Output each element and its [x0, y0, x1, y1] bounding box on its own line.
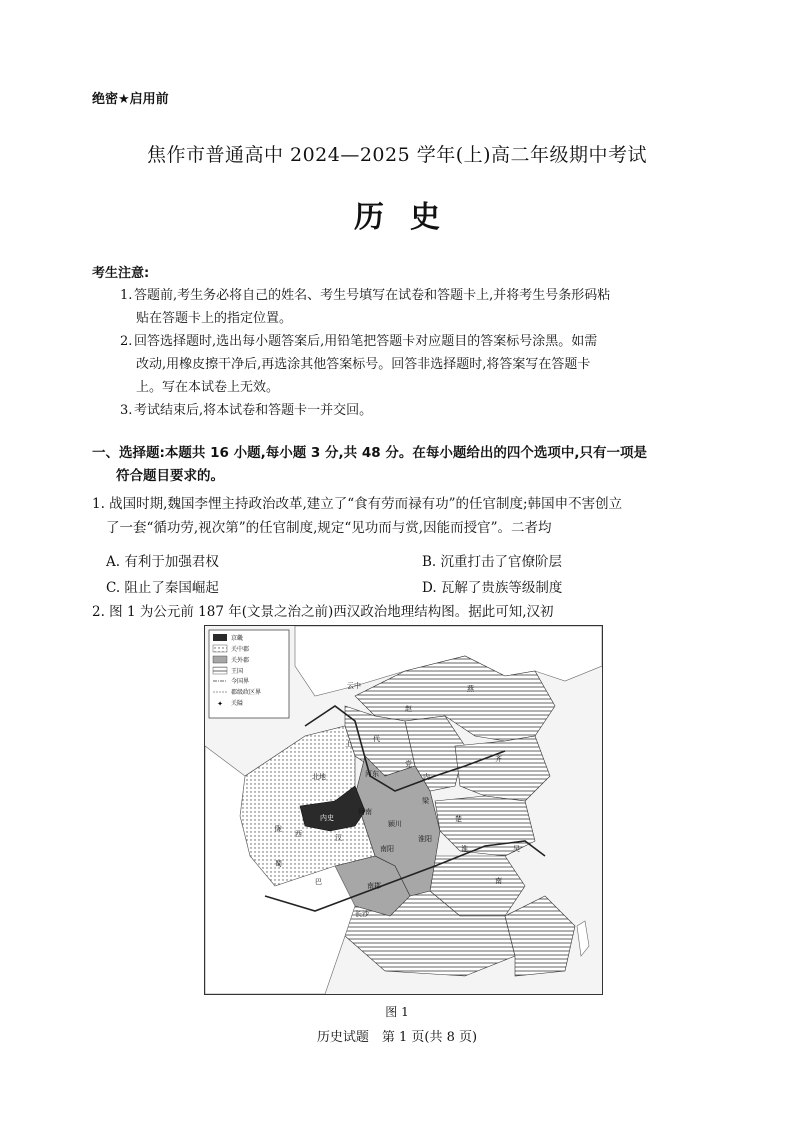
- map-label: 楚: [455, 815, 462, 823]
- notice-text: 答题前,考生务必将自己的姓名、考生号填写在试卷和答题卡上,并将考生号条形码粘: [134, 288, 611, 303]
- notice-text-cont: 上。写在本试卷上无效。: [136, 380, 280, 395]
- map-label: 南阳: [380, 845, 394, 853]
- notice-list: [120, 284, 700, 422]
- secret-mark: 绝密★启用前: [92, 92, 169, 107]
- notice-text: 考试结束后,将本试卷和答题卡一并交回。: [134, 403, 373, 418]
- notice-num: 1.: [120, 288, 133, 303]
- question-stem-cont: 了一套“循功劳,视次第”的任官制度,规定“见功而与赏,因能而授官”。二者均: [106, 520, 552, 536]
- map-label: 汉: [335, 834, 342, 842]
- question-2: [92, 600, 708, 624]
- legend-label: 关中郡: [231, 646, 250, 653]
- notice-num: 2.: [120, 334, 133, 349]
- legend-swatch-pass-icon: ✦: [217, 700, 223, 708]
- legend-label: 关外郡: [231, 657, 250, 664]
- notice-text-cont: 贴在答题卡上的指定位置。: [136, 311, 293, 326]
- map-label: 河南: [358, 808, 372, 816]
- notice-title: 考生注意:: [92, 266, 150, 281]
- option-a[interactable]: A. 有利于加强君权: [106, 554, 219, 570]
- han-map-svg: [205, 626, 602, 994]
- map-label: 淮阳: [418, 835, 432, 843]
- map-label: 燕: [467, 685, 474, 693]
- legend-label: 王国: [231, 668, 244, 675]
- notice-item: [120, 330, 700, 353]
- legend-swatch-capital: [213, 634, 227, 641]
- question-stem: 1. 战国时期,魏国李悝主持政治改革,建立了“食有劳而禄有功”的任官制度;韩国申不害创立: [92, 496, 623, 512]
- map-label: 赵: [405, 705, 412, 713]
- map-label: 蜀: [275, 860, 282, 868]
- legend-label: 京畿: [231, 635, 244, 642]
- map-label: 内史: [320, 814, 334, 822]
- map-label: 北地: [312, 773, 326, 781]
- question-1: [92, 492, 708, 540]
- map-label: 南郡: [367, 882, 381, 890]
- map-label: 云中: [347, 682, 361, 690]
- map-label: 巴: [315, 878, 322, 886]
- map-label: 南: [495, 877, 502, 885]
- notice-item: [120, 284, 700, 307]
- map-label: 吴: [513, 845, 520, 853]
- notice-text: 回答选择题时,选出每小题答案后,用铅笔把答题卡对应题目的答案标号涂黑。如需: [134, 334, 598, 349]
- page-footer: 历史试题 第 1 页(共 8 页): [316, 1030, 478, 1045]
- map-label: 陇: [275, 825, 282, 833]
- notice-num: 3.: [120, 403, 133, 418]
- map-label: 长沙: [355, 910, 369, 918]
- map-label: 内: [423, 773, 430, 781]
- notice-item: [120, 399, 700, 422]
- legend-label: 今国界: [231, 678, 250, 685]
- legend-label: 郡级政区界: [231, 689, 262, 696]
- figure-caption: 图 1: [385, 1005, 409, 1019]
- legend-swatch-kingdom: [213, 667, 227, 674]
- exam-title: 焦作市普通高中 2024—2025 学年(上)高二年级期中考试: [146, 144, 648, 166]
- section-heading: [92, 442, 704, 488]
- map-label: 颍川: [388, 820, 402, 828]
- notice-text-cont: 改动,用橡皮擦干净后,再选涂其他答案标号。回答非选择题时,将答案写在答题卡: [136, 357, 591, 372]
- han-map-figure: [204, 625, 603, 995]
- map-label: 党: [405, 760, 412, 768]
- map-label: 淮: [461, 845, 468, 853]
- map-label: 梁: [422, 797, 429, 805]
- map-legend: [209, 630, 289, 718]
- legend-swatch-guanzhong: [213, 645, 227, 652]
- map-label: 代: [373, 735, 380, 743]
- legend-label: 关隘: [231, 700, 244, 707]
- subject-title: 历史: [354, 200, 466, 235]
- section-line: 符合题目要求的。: [116, 468, 224, 484]
- section-line: 一、选择题:本题共 16 小题,每小题 3 分,共 48 分。在每小题给出的四个选项中,只有一项是: [92, 445, 647, 461]
- option-d[interactable]: D. 瓦解了贵族等级制度: [422, 580, 563, 596]
- map-label: 河东: [365, 770, 379, 778]
- map-label: 西: [295, 830, 302, 838]
- map-label: 齐: [495, 755, 502, 763]
- map-label: 上: [345, 740, 352, 748]
- option-b[interactable]: B. 沉重打击了官僚阶层: [422, 554, 563, 570]
- question-stem: 2. 图 1 为公元前 187 年(文景之治之前)西汉政治地理结构图。据此可知,汉初: [92, 604, 554, 620]
- legend-swatch-outer: [213, 656, 227, 663]
- option-c[interactable]: C. 阻止了秦国崛起: [106, 580, 219, 596]
